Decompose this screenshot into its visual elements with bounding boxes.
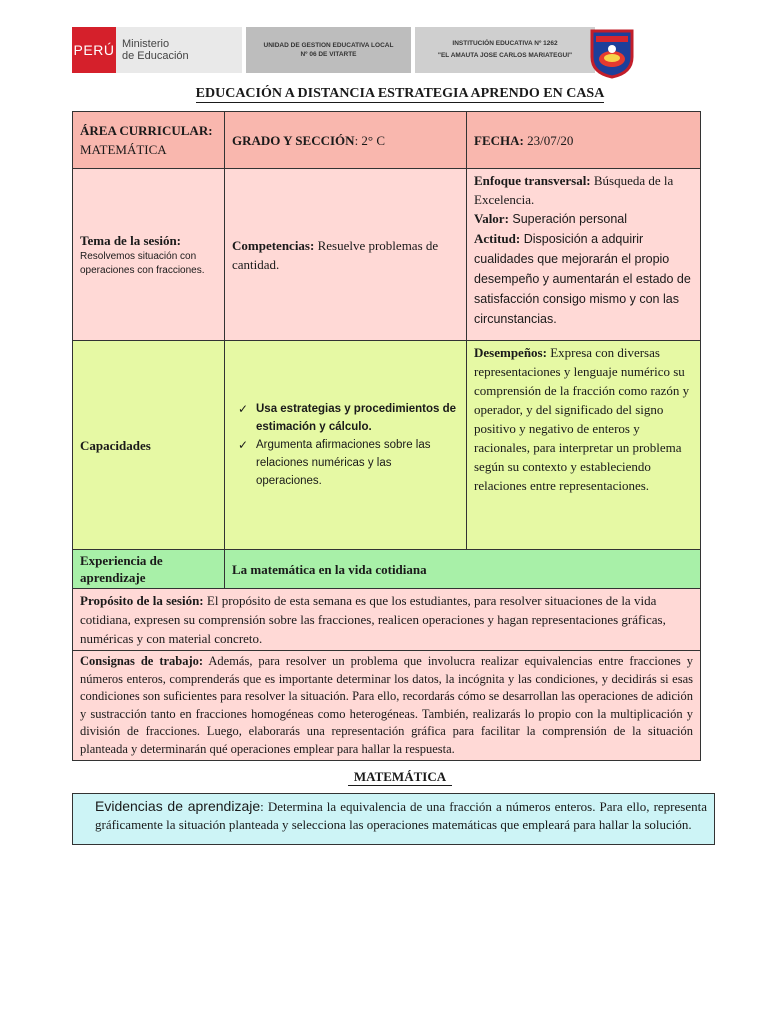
row-experiencia	[73, 550, 701, 589]
experiencia-label-cell: Experiencia de aprendizaje	[73, 550, 225, 589]
page-title: EDUCACIÓN A DISTANCIA ESTRATEGIA APRENDO EN CASA	[195, 86, 605, 101]
capacidades-list-cell	[225, 341, 467, 550]
school-label: INSTITUCIÓN EDUCATIVA Nº 1262 "EL AMAUTA JOSE CARLOS MARIATEGUI"	[415, 27, 595, 73]
tema-cell: Tema de la sesión: Resolvemos situación con operaciones con fracciones.	[73, 169, 225, 341]
ugel-label: UNIDAD DE GESTION EDUCATIVA LOCAL Nº 06 DE VITARTE	[246, 27, 411, 73]
capacidades-list	[232, 400, 459, 490]
capacidad-item: ✓ Usa estrategias y procedimientos de estimación y cálculo.	[238, 402, 457, 433]
evidencias-text: : Determina la equivalencia de una fracción a números enteros. Para ello, representa gráficamente la situación planteada y selecciona las operaciones matemáticas que empleará para hallar la solución.	[95, 799, 707, 832]
capacidades-label-cell: Capacidades	[73, 341, 225, 550]
minedu-logo	[72, 27, 242, 73]
proposito-cell: Propósito de la sesión: El propósito de esta semana es que los estudiantes, para resolver situaciones de la vida cotidiana, expresen su comprensión sobre las fracciones, realicen operaciones y hagan representaciones gráficas, numéricas y con material concreto.	[73, 589, 701, 651]
section-title: MATEMÁTICA	[0, 769, 768, 785]
fecha-cell: FECHA: 23/07/20	[467, 112, 701, 169]
row-proposito	[73, 589, 701, 651]
school-emblem-icon	[588, 27, 636, 79]
row-capacidades	[73, 341, 701, 550]
peru-logo: PERÚ	[72, 27, 116, 73]
row-tema	[73, 169, 701, 341]
check-icon: ✓	[238, 402, 249, 416]
header-banner	[72, 27, 632, 73]
competencias-cell: Competencias: Resuelve problemas de cantidad.	[225, 169, 467, 341]
row-consignas	[73, 651, 701, 761]
evidencias-box	[72, 793, 715, 845]
evidencias-label: Evidencias de aprendizaje	[95, 798, 261, 814]
row-header	[73, 112, 701, 169]
experiencia-value-cell: La matemática en la vida cotidiana	[225, 550, 701, 589]
area-cell: ÁREA CURRICULAR: MATEMÁTICA	[73, 112, 225, 169]
capacidad-item: ✓ Argumenta afirmaciones sobre las relaciones numéricas y las operaciones.	[238, 438, 431, 487]
desempenos-cell: Desempeños: Expresa con diversas representaciones y lenguaje numérico su comprensión de la fracción como razón y operador, y del significado del signo positivo y negativo de enteros y racionales, para interpretar un problema según su contexto y estableciendo relaciones entre representaciones.	[467, 341, 701, 550]
session-table	[72, 111, 701, 761]
ministry-name: Ministerio de Educación	[122, 38, 189, 62]
enfoque-cell: Enfoque transversal: Búsqueda de la Excelencia. Valor: Superación personal Actitud: Disposición a adquirir cualidades que mejorarán el propio desempeño y aumentarán el estado de satisfacción consigo mismo y con las circunstancias.	[467, 169, 701, 341]
check-icon: ✓	[238, 438, 249, 452]
consignas-cell: Consignas de trabajo: Además, para resolver un problema que involucra realizar equivalencias entre fracciones y números enteros, comprenderás que es importante determinar los datos, la incógnita y las condiciones, y decidirás si esas condiciones son suficientes para resolver la situación. Para ello, recordarás cómo se desarrollan las operaciones de adición y sustracción tanto en fracciones homogéneas como heterogéneas. También, realizarás lo propio con la multiplicación y división de fracciones. Luego, elaborarás una representación gráfica para facilitar la comprensión de la situación planteada y determinarán qué operaciones emplear para hallar la respuesta.	[73, 651, 701, 761]
grado-cell: GRADO Y SECCIÓN: 2° C	[225, 112, 467, 169]
